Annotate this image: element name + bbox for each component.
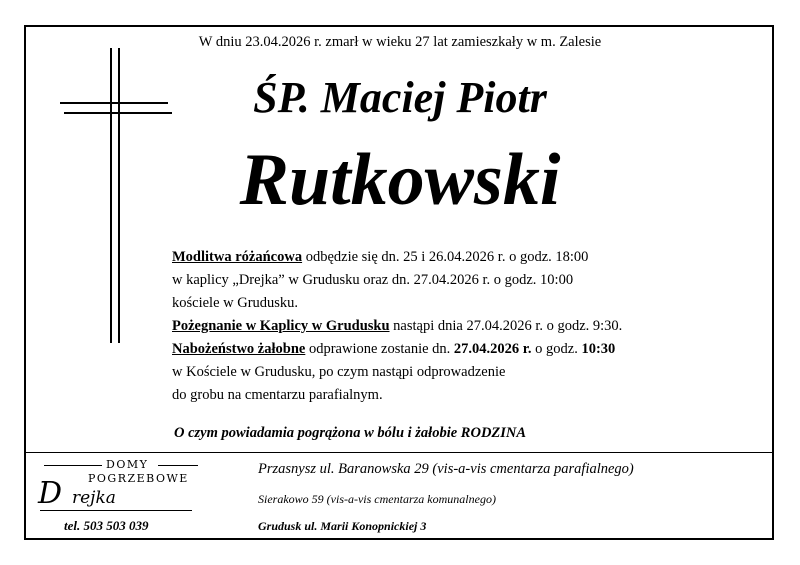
deceased-name: ŚP. Maciej Piotr: [253, 73, 547, 122]
logo-rule-bottom: [40, 510, 192, 511]
brand-name: rejka: [72, 488, 116, 508]
detail-line-1: [172, 246, 588, 269]
farewell-text: nastąpi dnia 27.04.2026 r. o godz. 9:30.: [389, 318, 623, 334]
detail-line-3: kościele w Grudusku.: [172, 295, 299, 311]
logo-rule-top-right: [158, 465, 198, 466]
detail-line-6: w Kościele w Grudusku, po czym nastąpi odprowadzenie: [172, 364, 506, 380]
address-przasnysz: Przasnysz ul. Baranowska 29 (vis-a-vis cmentarza parafialnego): [258, 461, 634, 477]
footer-divider: [24, 452, 774, 453]
detail-line-7: do grobu na cmentarzu parafialnym.: [172, 387, 383, 403]
farewell-label: Pożegnanie w Kaplicy w Grudusku: [172, 318, 390, 334]
rosary-text: odbędzie się dn. 25 i 26.04.2026 r. o godz. 18:00: [302, 249, 589, 265]
address-grudusk: Grudusk ul. Marii Konopnickiej 3: [258, 519, 427, 533]
deceased-surname: Rutkowski: [239, 139, 561, 221]
closing-line: O czym powiadamia pogrążona w bólu i żałobie RODZINA: [174, 425, 527, 441]
detail-line-4: [172, 315, 622, 338]
address-sierakowo: Sierakowo 59 (vis-a-vis cmentarza komunalnego): [258, 492, 496, 506]
brand-pogrzebowe: POGRZEBOWE: [88, 472, 189, 485]
death-intro: W dniu 23.04.2026 r. zmarł w wieku 27 lat zamieszkały w m. Zalesie: [198, 34, 602, 50]
mass-text: odprawione zostanie dn.: [305, 341, 454, 357]
mass-date: 27.04.2026 r.: [453, 341, 532, 357]
mass-mid: o godz.: [531, 341, 582, 357]
brand-domy: DOMY: [106, 458, 149, 471]
detail-line-2: w kaplicy „Drejka” w Grudusku oraz dn. 27.04.2026 r. o godz. 10:00: [172, 272, 574, 288]
phone-number: tel. 503 503 039: [64, 518, 149, 533]
detail-line-5: [172, 338, 615, 361]
mass-time: 10:30: [581, 341, 616, 357]
brand-initial: D: [38, 476, 63, 511]
logo-rule-top-left: [44, 465, 102, 466]
rosary-label: Modlitwa różańcowa: [172, 249, 303, 265]
mass-label: Nabożeństwo żałobne: [172, 341, 306, 357]
